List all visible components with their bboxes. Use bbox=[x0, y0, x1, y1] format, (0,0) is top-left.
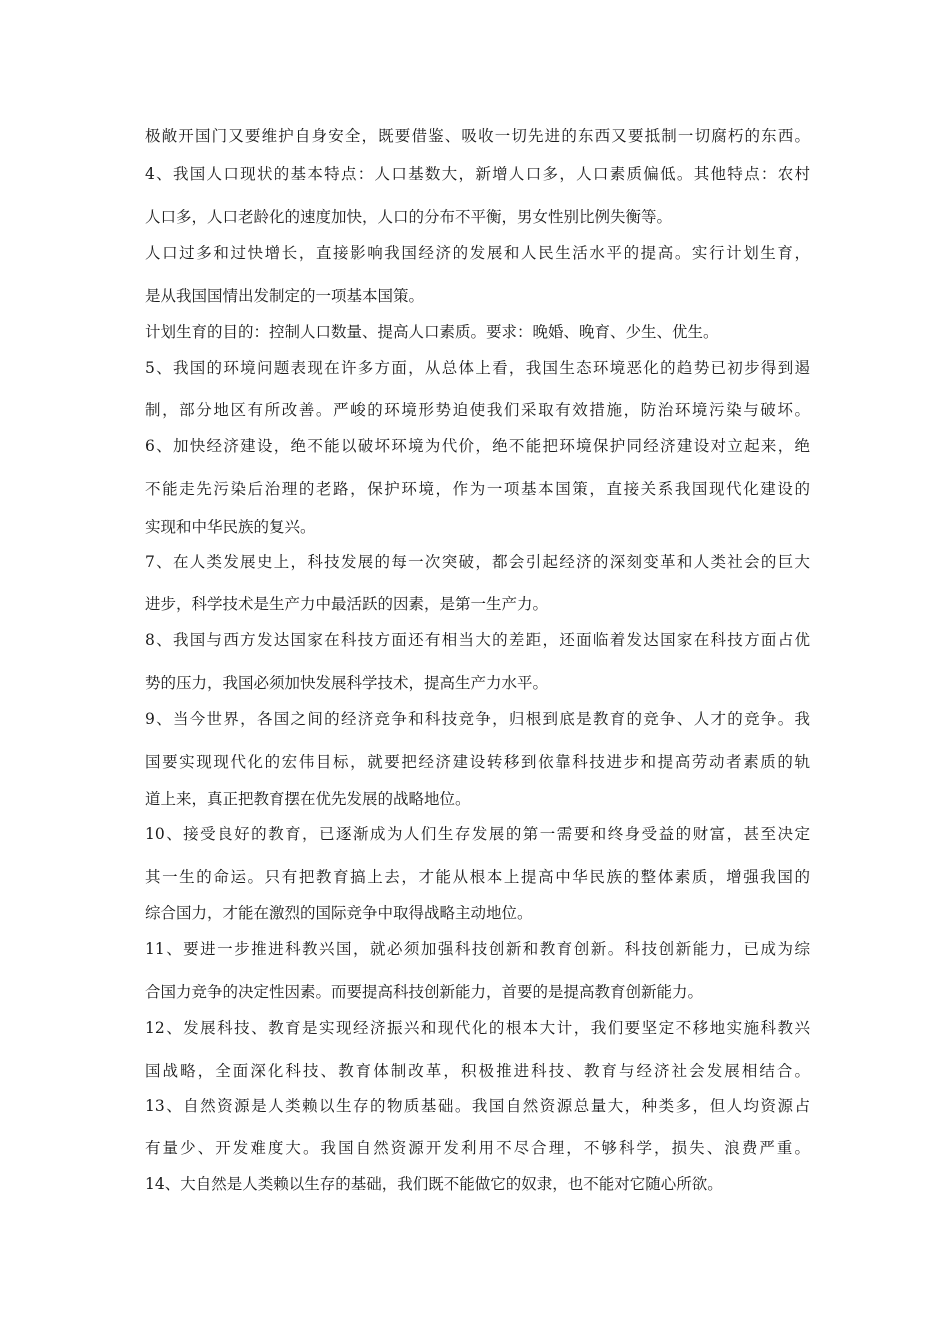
text-line: 8、我国与西方发达国家在科技方面还有相当大的差距，还面临着发达国家在科技方面占优 bbox=[145, 631, 810, 649]
text-line: 国战略，全面深化科技、教育体制改革，积极推进科技、教育与经济社会发展相结合。 bbox=[145, 1062, 810, 1080]
text-line: 道上来，真正把教育摆在优先发展的战略地位。 bbox=[145, 790, 471, 808]
text-line: 势的压力，我国必须加快发展科学技术，提高生产力水平。 bbox=[145, 674, 549, 692]
text-line: 有量少、开发难度大。我国自然资源开发利用不尽合理，不够科学，损失、浪费严重。 bbox=[145, 1139, 810, 1157]
text-line: 9、当今世界，各国之间的经济竞争和科技竞争，归根到底是教育的竞争、人才的竞争。我 bbox=[145, 710, 810, 728]
text-line: 7、在人类发展史上，科技发展的每一次突破，都会引起经济的深刻变革和人类社会的巨大 bbox=[145, 553, 810, 571]
text-line: 国要实现现代化的宏伟目标，就要把经济建设转移到依靠科技进步和提高劳动者素质的轨 bbox=[145, 753, 810, 771]
text-line: 是从我国国情出发制定的一项基本国策。 bbox=[145, 287, 425, 305]
text-line: 10、接受良好的教育，已逐渐成为人们生存发展的第一需要和终身受益的财富，甚至决定 bbox=[145, 825, 810, 843]
text-line: 6、加快经济建设，绝不能以破坏环境为代价，绝不能把环境保护同经济建设对立起来，绝 bbox=[145, 437, 810, 455]
text-line: 人口过多和过快增长，直接影响我国经济的发展和人民生活水平的提高。实行计划生育， bbox=[145, 244, 810, 262]
text-line: 4、我国人口现状的基本特点：人口基数大，新增人口多，人口素质偏低。其他特点：农村 bbox=[145, 165, 810, 183]
text-line: 进步，科学技术是生产力中最活跃的因素，是第一生产力。 bbox=[145, 595, 549, 613]
text-line: 制，部分地区有所改善。严峻的环境形势迫使我们采取有效措施，防治环境污染与破坏。 bbox=[145, 401, 810, 419]
text-line: 不能走先污染后治理的老路，保护环境，作为一项基本国策，直接关系我国现代化建设的 bbox=[145, 480, 810, 498]
text-line: 5、我国的环境问题表现在许多方面，从总体上看，我国生态环境恶化的趋势已初步得到遏 bbox=[145, 359, 810, 377]
text-line: 14、大自然是人类赖以生存的基础，我们既不能做它的奴隶，也不能对它随心所欲。 bbox=[145, 1175, 723, 1193]
text-line: 人口多，人口老龄化的速度加快，人口的分布不平衡，男女性别比例失衡等。 bbox=[145, 208, 673, 226]
text-line: 综合国力，才能在激烈的国际竞争中取得战略主动地位。 bbox=[145, 904, 533, 922]
text-line: 11、要进一步推进科教兴国，就必须加强科技创新和教育创新。科技创新能力，已成为综 bbox=[145, 940, 810, 958]
text-line: 极敞开国门又要维护自身安全，既要借鉴、吸收一切先进的东西又要抵制一切腐朽的东西。 bbox=[145, 127, 810, 145]
text-line: 合国力竞争的决定性因素。而要提高科技创新能力，首要的是提高教育创新能力。 bbox=[145, 983, 704, 1001]
text-line: 13、自然资源是人类赖以生存的物质基础。我国自然资源总量大，种类多，但人均资源占 bbox=[145, 1097, 810, 1115]
text-line: 12、发展科技、教育是实现经济振兴和现代化的根本大计，我们要坚定不移地实施科教兴 bbox=[145, 1019, 810, 1037]
text-line: 计划生育的目的：控制人口数量、提高人口素质。要求：晚婚、晚育、少生、优生。 bbox=[145, 323, 719, 341]
text-line: 实现和中华民族的复兴。 bbox=[145, 518, 316, 536]
text-line: 其一生的命运。只有把教育搞上去，才能从根本上提高中华民族的整体素质，增强我国的 bbox=[145, 868, 810, 886]
